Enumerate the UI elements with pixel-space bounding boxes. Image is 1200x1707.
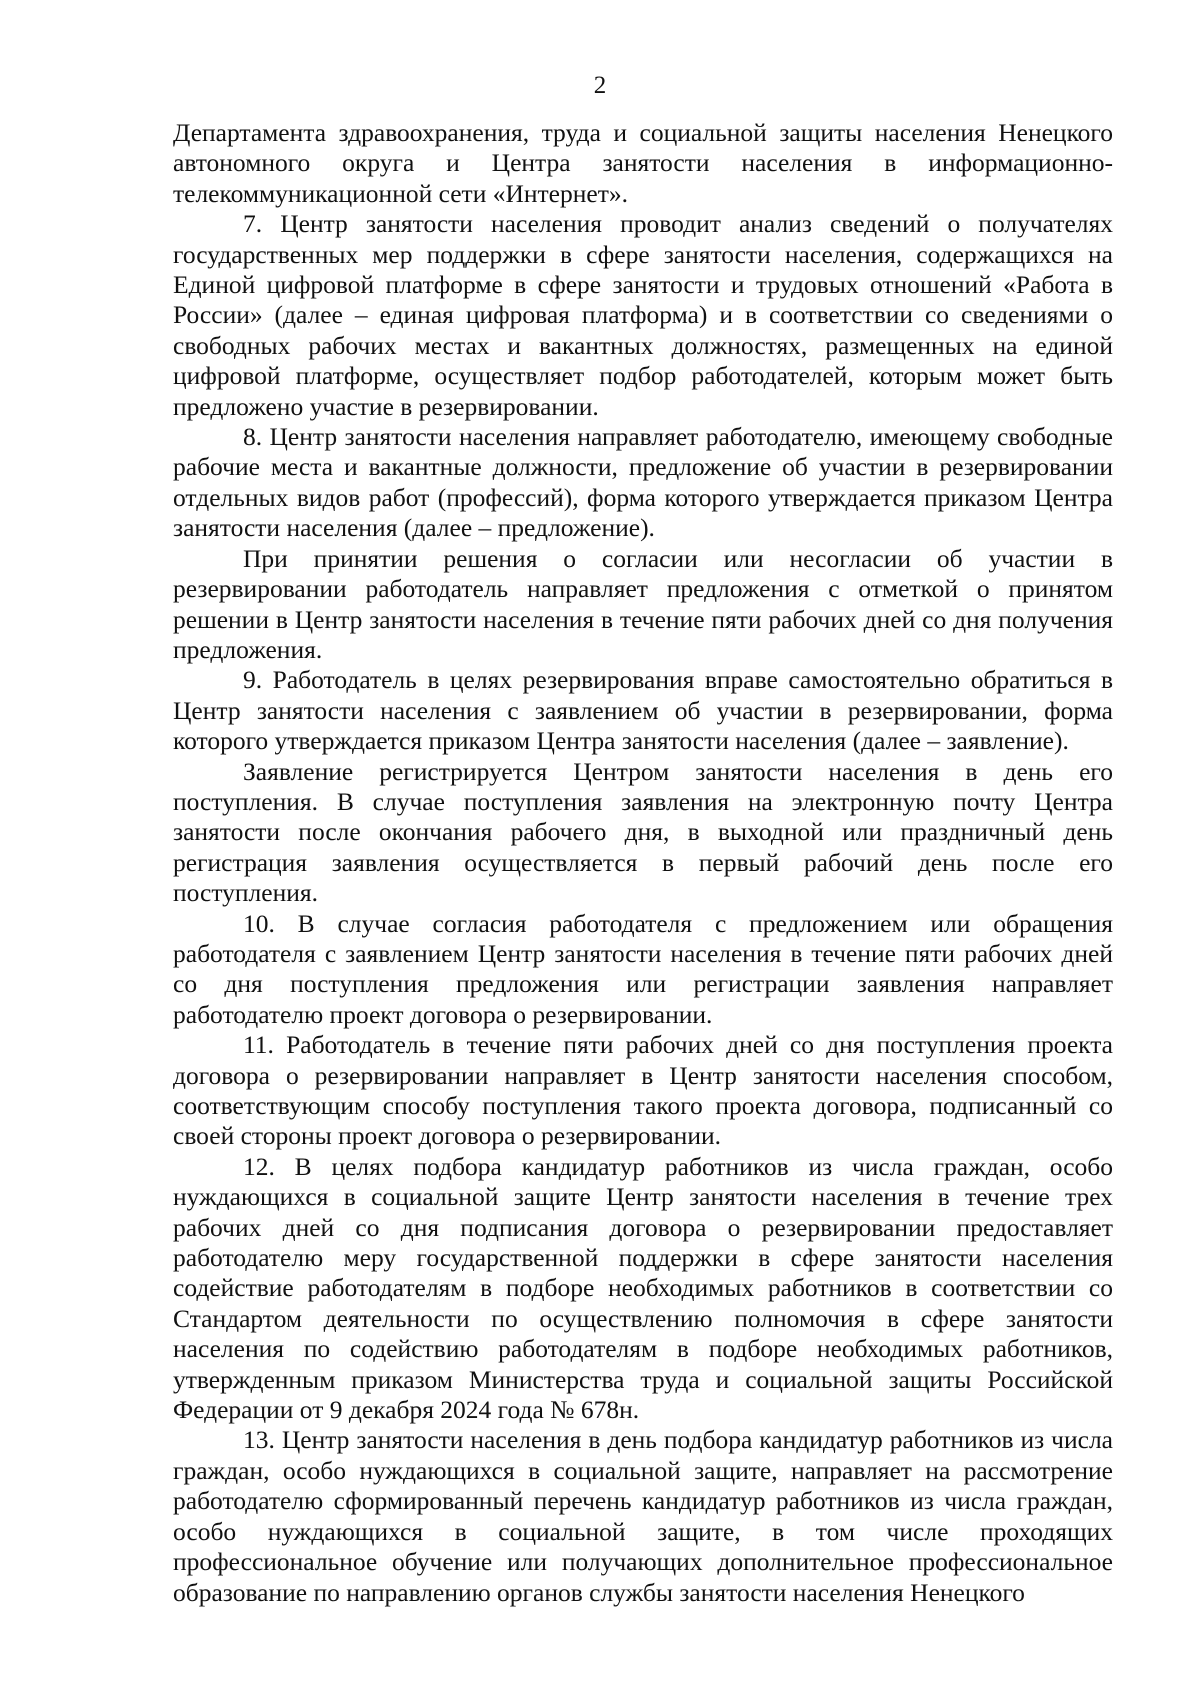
page-number: 2 — [593, 72, 607, 99]
paragraph-8: 8. Центр занятости населения направляет работодателю, имеющему свободные рабочие места и вакантные должности, предложение об участии в резервировании отдельных видов работ (профессий), форма которого утверждается приказом Центра занятости населения (далее – предложение). — [173, 422, 1113, 543]
paragraph-7: 7. Центр занятости населения проводит анализ сведений о получателях государственных мер поддержки в сфере занятости населения, содержащихся на Единой цифровой платформе в сфере занятости и трудовых отношений «Работа в России» (далее – единая цифровая платформа) и в соответствии со сведениями о свободных рабочих местах и вакантных должностях, размещенных на единой цифровой платформе, осуществляет подбор работодателей, которым может быть предложено участие в резервировании. — [173, 209, 1113, 421]
paragraph-9: 9. Работодатель в целях резервирования вправе самостоятельно обратиться в Центр занятости населения с заявлением об участии в резервировании, форма которого утверждается приказом Центра занятости населения (далее – заявление). — [173, 665, 1113, 756]
paragraph-13: 13. Центр занятости населения в день подбора кандидатур работников из числа граждан, особо нуждающихся в социальной защите, направляет на рассмотрение работодателю сформированный перечень кандидатур работников из числа граждан, особо нуждающихся в социальной защите, в том числе проходящих профессиональное обучение или получающих дополнительное профессиональное образование по направлению органов службы занятости населения Ненецкого — [173, 1425, 1113, 1607]
paragraph-8-decision: При принятии решения о согласии или несогласии об участии в резервировании работодатель направляет предложения с отметкой о принятом решении в Центр занятости населения в течение пяти рабочих дней со дня получения предложения. — [173, 543, 1113, 664]
paragraph-10: 10. В случае согласия работодателя с предложением или обращения работодателя с заявлением Центр занятости населения в течение пяти рабочих дней со дня поступления предложения или регистрации заявления направляет работодателю проект договора о резервировании. — [173, 908, 1113, 1029]
paragraph-12: 12. В целях подбора кандидатур работников из числа граждан, особо нуждающихся в социальной защите Центр занятости населения в течение трех рабочих дней со дня подписания договора о резервировании предоставляет работодателю меру государственной поддержки в сфере занятости населения содействие работодателям в подборе необходимых работников в соответствии со Стандартом деятельности по осуществлению полномочия в сфере занятости населения по содействию работодателям в подборе необходимых работников, утвержденным приказом Министерства труда и социальной защиты Российской Федерации от 9 декабря 2024 года № 678н. — [173, 1151, 1113, 1425]
paragraph-11: 11. Работодатель в течение пяти рабочих дней со дня поступления проекта договора о резервировании направляет в Центр занятости населения способом, соответствующим способу поступления такого проекта договора, подписанный со своей стороны проект договора о резервировании. — [173, 1030, 1113, 1151]
paragraph-continuation: Департамента здравоохранения, труда и социальной защиты населения Ненецкого автономного округа и Центра занятости населения в информационно-телекоммуникационной сети «Интернет». — [173, 118, 1113, 208]
paragraph-9-registration: Заявление регистрируется Центром занятости населения в день его поступления. В случае поступления заявления на электронную почту Центра занятости после окончания рабочего дня, в выходной или праздничный день регистрация заявления осуществляется в первый рабочий день после его поступления. — [173, 756, 1113, 908]
document-body — [173, 118, 1113, 1608]
